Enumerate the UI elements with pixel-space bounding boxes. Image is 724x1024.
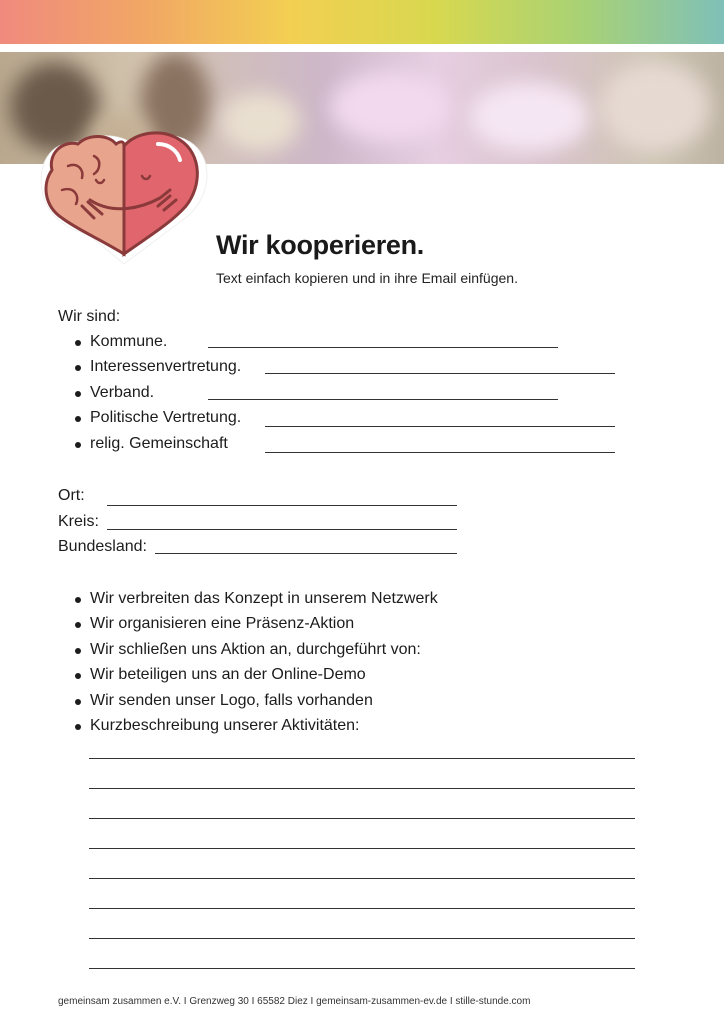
we-are-field-line[interactable] xyxy=(208,399,558,400)
description-line[interactable] xyxy=(89,938,635,939)
action-item: Kurzbeschreibung unserer Aktivitäten: xyxy=(90,717,360,734)
we-are-item: Kommune. xyxy=(90,333,168,350)
description-line[interactable] xyxy=(89,758,635,759)
bullet xyxy=(75,673,81,679)
ort-label: Ort: xyxy=(58,487,85,504)
bullet xyxy=(75,699,81,705)
page-title: Wir kooperieren. xyxy=(216,230,425,260)
bullet xyxy=(75,391,81,397)
brain-heart-hug-logo xyxy=(38,126,214,270)
description-line[interactable] xyxy=(89,818,635,819)
action-item: Wir organisieren eine Präsenz-Aktion xyxy=(90,615,355,632)
bullet xyxy=(75,340,81,346)
we-are-field-line[interactable] xyxy=(265,426,615,427)
description-line[interactable] xyxy=(89,968,635,969)
bullet xyxy=(75,724,81,730)
we-are-item: Politische Vertretung. xyxy=(90,409,242,426)
we-are-field-line[interactable] xyxy=(265,373,615,374)
kreis-label: Kreis: xyxy=(58,513,99,530)
bullet xyxy=(75,597,81,603)
header-color-band xyxy=(0,0,724,44)
action-item: Wir beteiligen uns an der Online-Demo xyxy=(90,666,366,683)
we-are-item: relig. Gemeinschaft xyxy=(90,435,228,452)
we-are-item: Interessenvertretung. xyxy=(90,358,242,375)
we-are-item: Verband. xyxy=(90,384,155,401)
footer-contact: gemeinsam zusammen e.V. I Grenzweg 30 I 65582 Diez I gemeinsam-zusammen-ev.de I stille-stunde.com xyxy=(58,996,531,1007)
action-item: Wir schließen uns Aktion an, durchgeführt von: xyxy=(90,641,421,658)
bullet xyxy=(75,622,81,628)
bundesland-field-line[interactable] xyxy=(155,553,457,554)
description-line[interactable] xyxy=(89,788,635,789)
description-line[interactable] xyxy=(89,908,635,909)
we-are-field-line[interactable] xyxy=(208,347,558,348)
bundesland-label: Bundesland: xyxy=(58,538,147,555)
we-are-heading: Wir sind: xyxy=(58,308,121,325)
bullet xyxy=(75,416,81,422)
kreis-field-line[interactable] xyxy=(107,529,457,530)
action-item: Wir senden unser Logo, falls vorhanden xyxy=(90,692,373,709)
page-subtitle: Text einfach kopieren und in ihre Email einfügen. xyxy=(216,270,518,286)
ort-field-line[interactable] xyxy=(107,505,457,506)
brain-heart-icon xyxy=(38,126,214,270)
we-are-field-line[interactable] xyxy=(265,452,615,453)
brain-shape xyxy=(46,137,124,255)
bullet xyxy=(75,648,81,654)
action-item: Wir verbreiten das Konzept in unserem Netzwerk xyxy=(90,590,438,607)
bullet xyxy=(75,442,81,448)
bullet xyxy=(75,365,81,371)
description-line[interactable] xyxy=(89,878,635,879)
description-line[interactable] xyxy=(89,848,635,849)
